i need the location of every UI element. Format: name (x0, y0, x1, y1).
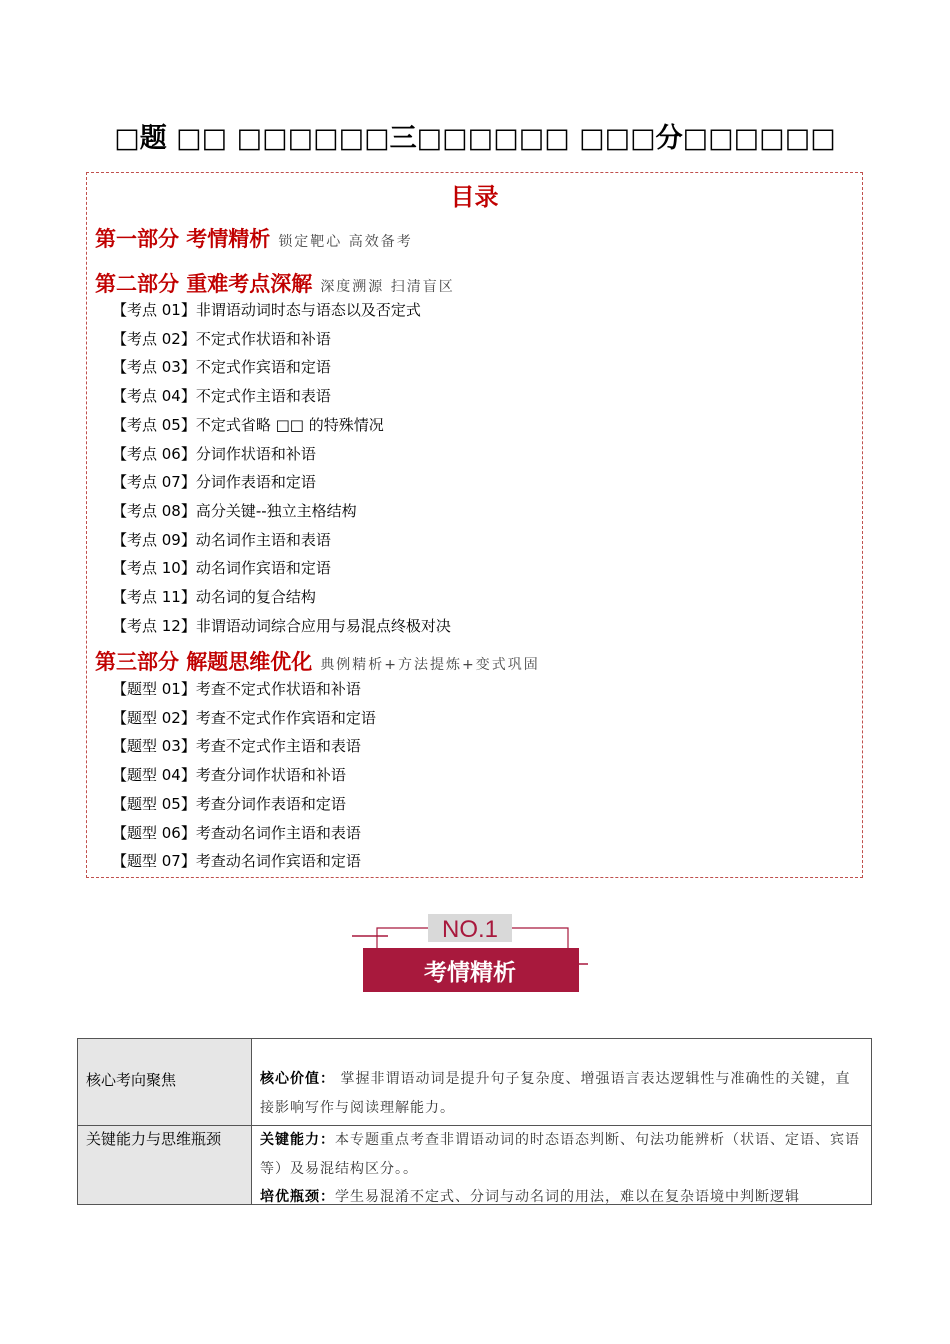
item-text: 考查不定式作主语和表语 (195, 737, 361, 756)
toc-item[interactable] (112, 616, 451, 636)
toc-item[interactable] (112, 558, 331, 578)
item-tag: 【考点 02】 (112, 329, 196, 348)
toc-item[interactable] (112, 415, 384, 435)
toc-item[interactable] (112, 708, 376, 728)
row-key: 核心考向聚焦 (78, 1039, 252, 1126)
item-tag: 【考点 03】 (112, 358, 196, 377)
part-subtitle: 典例精析+方法提炼+变式巩固 (320, 657, 540, 673)
toc-item[interactable] (112, 472, 316, 492)
item-text: 高分关键--独立主格结构 (195, 501, 357, 520)
row-key: 关键能力与思维瓶颈 (78, 1126, 252, 1205)
item-tag: 【考点 09】 (112, 530, 196, 549)
item-text: 非谓语动词时态与语态以及否定式 (195, 301, 421, 319)
item-text: 考查分词作状语和补语 (195, 766, 346, 785)
toc-item[interactable] (112, 357, 331, 377)
toc-heading: 目录 (450, 183, 499, 211)
toc-item[interactable] (112, 823, 361, 843)
item-text: 分词作表语和定语 (195, 473, 316, 492)
part-subtitle: 锁定靶心 高效备考 (278, 234, 413, 250)
item-tag: 【题型 06】 (112, 823, 196, 842)
item-text: 非谓语动词综合应用与易混点终极对决 (195, 616, 451, 635)
row-value (252, 1039, 872, 1126)
table-of-contents (86, 172, 863, 878)
entry-label: 关键能力： (260, 1132, 335, 1148)
banner-label: 考情精析 (424, 960, 516, 986)
toc-part-1[interactable] (95, 223, 413, 253)
banner-number: NO.1 (441, 916, 499, 943)
item-tag: 【题型 02】 (112, 708, 196, 727)
toc-item[interactable] (112, 444, 316, 464)
item-tag: 【考点 01】 (112, 301, 196, 319)
item-tag: 【题型 04】 (112, 766, 196, 785)
item-tag: 【考点 05】 (112, 415, 196, 434)
entry-label: 培优瓶颈： (260, 1189, 335, 1204)
toc-part-2[interactable] (95, 268, 455, 298)
part-title: 第一部分 考情精析 (95, 227, 271, 251)
section-banner (350, 910, 590, 1000)
item-text: 考查不定式作状语和补语 (195, 680, 361, 698)
item-text: 动名词作宾语和定语 (195, 559, 331, 578)
entry-text: 学生易混淆不定式、分词与动名词的用法，难以在复杂语境中判断逻辑 (335, 1189, 800, 1204)
entry-text: 本专题重点考查非谓语动词的时态语态判断、句法功能辨析（状语、定语、宾语等）及易混结构区分。。 (260, 1132, 860, 1177)
item-tag: 【考点 12】 (112, 616, 196, 635)
item-text: 不定式作状语和补语 (195, 329, 331, 348)
part-subtitle: 深度溯源 扫清盲区 (320, 279, 455, 295)
toc-item[interactable] (112, 679, 361, 699)
exam-analysis-table (77, 1038, 872, 1205)
document-title: □题 □□ □□□□□□三□□□□□□ □□□分□□□□□□ (114, 123, 836, 154)
toc-item[interactable] (112, 300, 421, 320)
item-text: 动名词作主语和表语 (195, 530, 331, 549)
item-text: 动名词的复合结构 (195, 588, 316, 606)
item-tag: 【考点 04】 (112, 387, 196, 406)
item-text: 不定式省略 □□ 的特殊情况 (195, 415, 384, 434)
item-tag: 【题型 07】 (112, 852, 196, 871)
toc-item[interactable] (112, 765, 346, 785)
toc-item[interactable] (112, 736, 361, 756)
entry-label: 核心价值： (260, 1071, 335, 1087)
item-tag: 【考点 06】 (112, 444, 196, 463)
toc-item[interactable] (112, 794, 346, 814)
item-tag: 【考点 11】 (112, 588, 196, 606)
item-text: 考查不定式作作宾语和定语 (195, 708, 376, 727)
part-title: 第二部分 重难考点深解 (95, 272, 313, 296)
toc-item[interactable] (112, 329, 331, 349)
item-text: 不定式作宾语和定语 (195, 358, 331, 377)
table-row (78, 1039, 872, 1126)
toc-item[interactable] (112, 501, 357, 521)
toc-item[interactable] (112, 587, 316, 607)
item-tag: 【题型 01】 (112, 680, 196, 698)
part-title: 第三部分 解题思维优化 (95, 650, 313, 674)
item-text: 考查动名词作主语和表语 (195, 823, 361, 842)
item-text: 不定式作主语和表语 (195, 387, 331, 406)
item-tag: 【题型 03】 (112, 737, 196, 756)
item-tag: 【题型 05】 (112, 794, 196, 813)
item-text: 考查动名词作宾语和定语 (195, 852, 361, 871)
table-row (78, 1126, 872, 1205)
entry-text: 掌握非谓语动词是提升句子复杂度、增强语言表达逻辑性与准确性的关键，直接影响写作与阅读理解能力。 (260, 1071, 851, 1116)
toc-item[interactable] (112, 530, 331, 550)
toc-item[interactable] (112, 851, 361, 871)
item-tag: 【考点 07】 (112, 473, 196, 492)
row-value (252, 1126, 872, 1205)
item-tag: 【考点 10】 (112, 559, 196, 578)
toc-part-3[interactable] (95, 646, 540, 676)
item-text: 分词作状语和补语 (195, 444, 316, 463)
toc-item[interactable] (112, 386, 331, 406)
item-tag: 【考点 08】 (112, 501, 196, 520)
item-text: 考查分词作表语和定语 (195, 794, 346, 813)
